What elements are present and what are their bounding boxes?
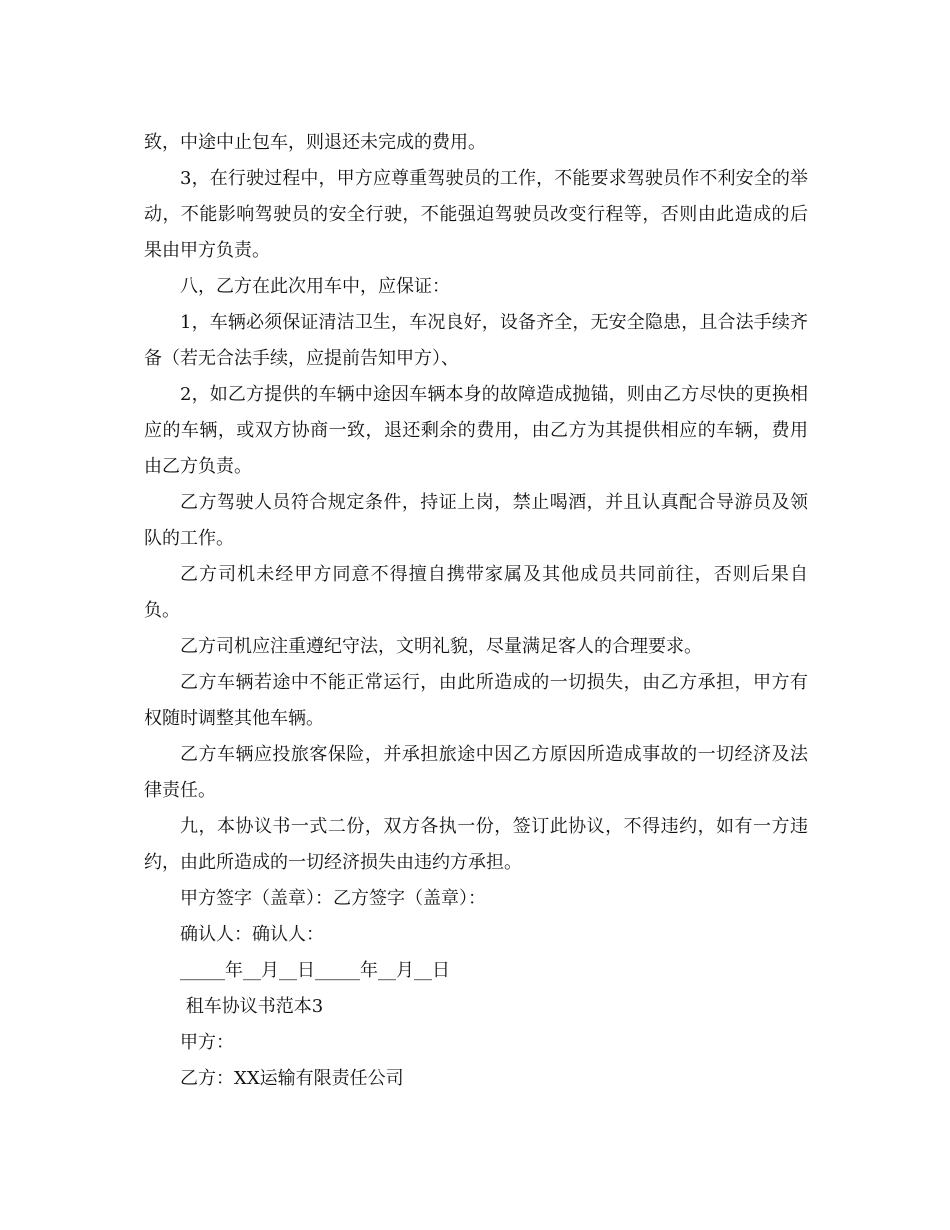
paragraph-clause-2-breakdown: 2，如乙方提供的车辆中途因车辆本身的故障造成抛锚，则由乙方尽快的更换相应的车辆，或双方协商一致，退还剩余的费用，由乙方为其提供相应的车辆，费用由乙方负责。 — [144, 384, 808, 477]
paragraph-driver-requirements: 乙方驾驶人员符合规定条件，持证上岗，禁止喝酒，并且认真配合导游员及领队的工作。 — [144, 492, 808, 549]
paragraph-insurance: 乙方车辆应投旅客保险，并承担旅途中因乙方原因所造成事故的一切经济及法律责任。 — [144, 744, 808, 801]
paragraph-section-9: 九，本协议书一式二份，双方各执一份，签订此协议，不得违约，如有一方违约，由此所造成的一切经济损失由违约方承担。 — [144, 816, 808, 873]
paragraph-party-b: 乙方：XX运输有限责任公司 — [180, 1068, 404, 1089]
paragraph-confirmers: 确认人：确认人： — [180, 924, 324, 945]
paragraph-dates: _____年__月__日_____年__月__日 — [180, 960, 450, 981]
paragraph-signatures: 甲方签字（盖章）：乙方签字（盖章）： — [180, 888, 486, 909]
paragraph-section-8-heading: 八，乙方在此次用车中，应保证： — [180, 276, 450, 297]
paragraph-clause-3: 3，在行驶过程中，甲方应尊重驾驶员的工作，不能要求驾驶员作不利安全的举动，不能影响驾驶员的安全行驶，不能强迫驾驶员改变行程等，否则由此造成的后果由甲方负责。 — [144, 168, 808, 261]
paragraph-driver-family: 乙方司机未经甲方同意不得擅自携带家属及其他成员共同前往，否则后果自负。 — [144, 564, 808, 621]
paragraph-vehicle-failure: 乙方车辆若途中不能正常运行，由此所造成的一切损失，由乙方承担，甲方有权随时调整其他车辆。 — [144, 672, 808, 729]
paragraph-driver-conduct: 乙方司机应注重遵纪守法，文明礼貌，尽量满足客人的合理要求。 — [180, 636, 702, 657]
paragraph-party-a: 甲方： — [180, 1032, 234, 1053]
paragraph-clause-1-vehicle: 1，车辆必须保证清洁卫生，车况良好，设备齐全，无安全隐患，且合法手续齐备（若无合法手续，应提前告知甲方）、 — [144, 312, 808, 369]
paragraph-refund-continuation: 致，中途中止包车，则退还未完成的费用。 — [144, 132, 486, 153]
document-body — [144, 125, 808, 1097]
paragraph-template-3-title: 租车协议书范本3 — [180, 996, 324, 1017]
